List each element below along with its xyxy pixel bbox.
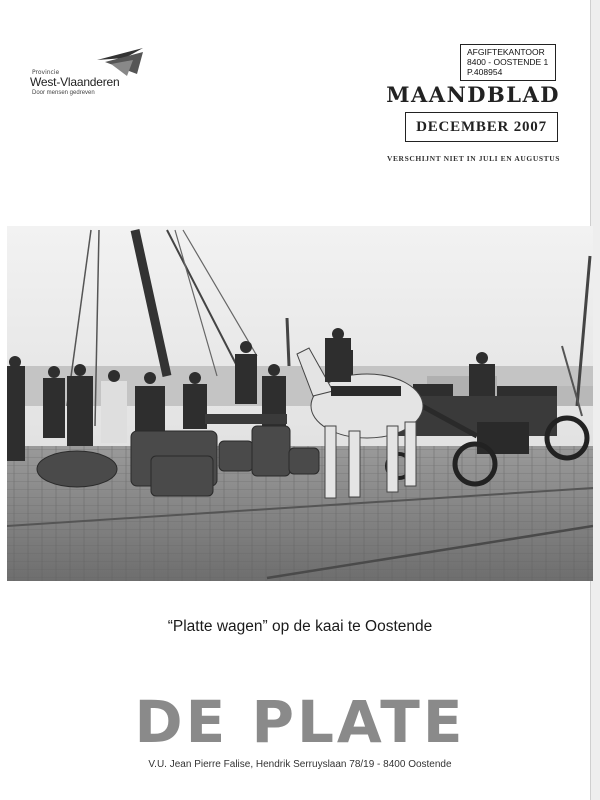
magazine-type: MAANDBLAD <box>386 82 560 107</box>
postal-office-box <box>460 44 556 81</box>
postal-line-1: AFGIFTEKANTOOR <box>467 47 545 57</box>
province-logo-icon <box>97 48 143 78</box>
issue-date: DECEMBER 2007 <box>405 112 558 142</box>
logo-tagline: Door mensen gedreven <box>32 90 95 96</box>
photo-caption: “Platte wagen” op de kaai te Oostende <box>167 618 433 635</box>
logo-province-label: Provincie <box>32 69 60 76</box>
logo-name: West-Vlaanderen <box>30 75 120 89</box>
horse-cart-quay-photo <box>7 226 593 581</box>
responsible-publisher: V.U. Jean Pierre Falise, Hendrik Serruyslaan 78/19 - 8400 Oostende <box>148 759 452 770</box>
province-logo <box>28 48 143 98</box>
publication-note: VERSCHIJNT NIET IN JULI EN AUGUSTUS <box>386 154 560 163</box>
magazine-title: DE PLATE <box>134 688 466 756</box>
postal-line-3: P.408954 <box>467 67 503 77</box>
postal-line-2: 8400 - OOSTENDE 1 <box>467 57 549 67</box>
cover-photo <box>7 226 593 581</box>
